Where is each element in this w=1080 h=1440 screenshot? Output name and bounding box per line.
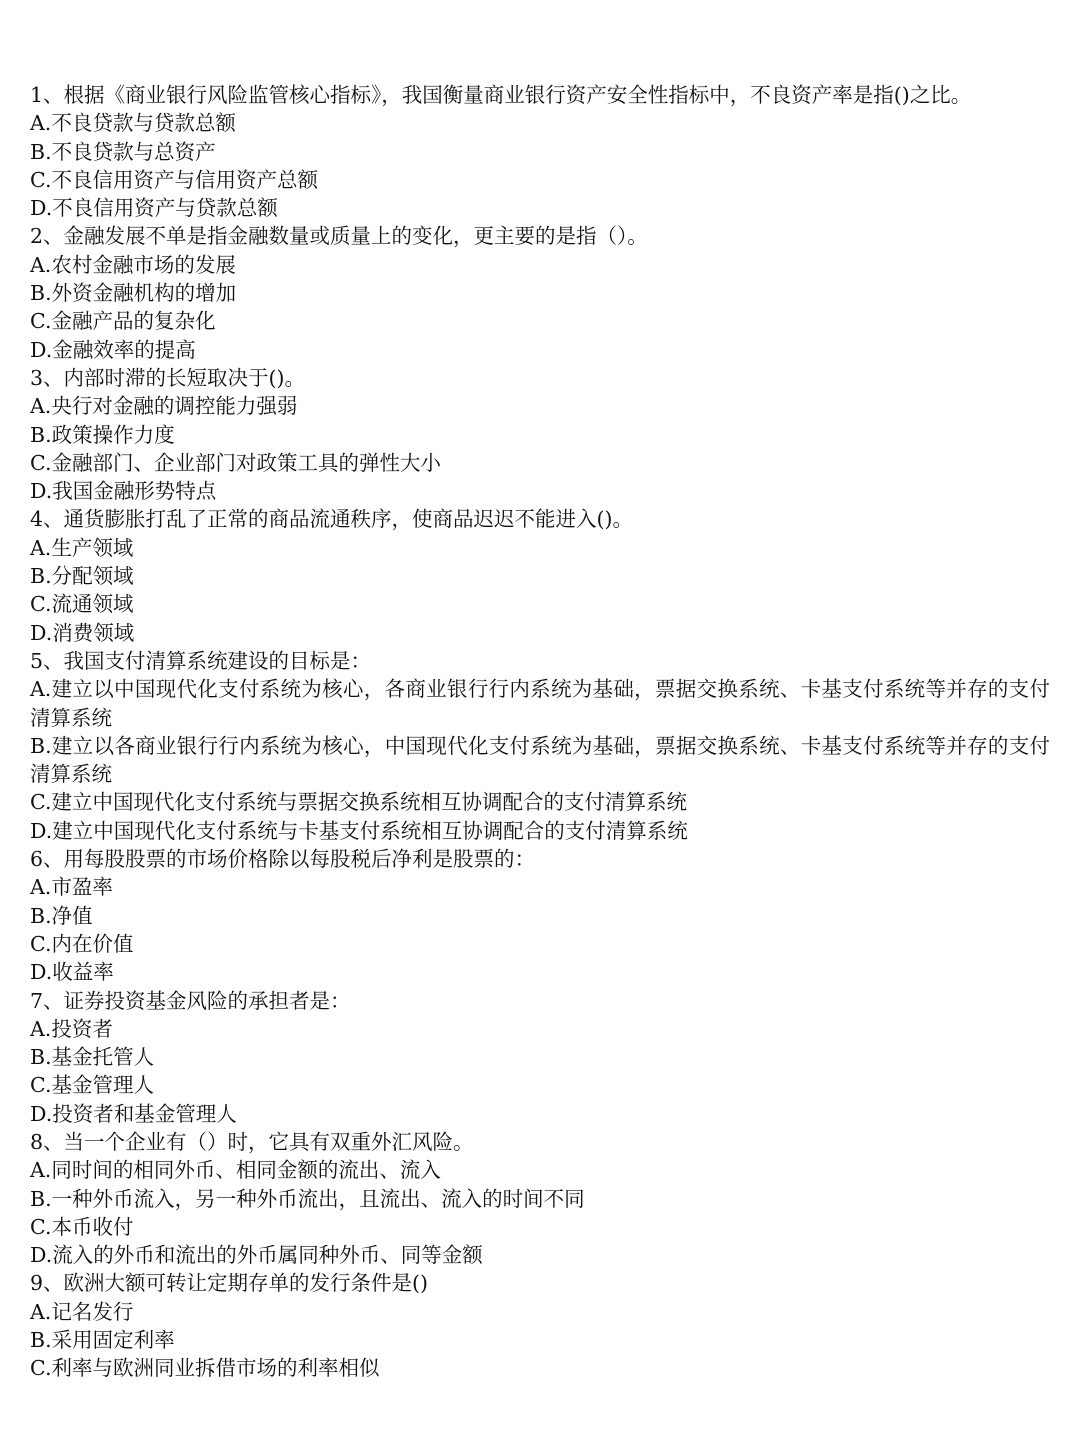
option-c: C.金融部门、企业部门对政策工具的弹性大小: [30, 450, 441, 475]
option-d: D.金融效率的提高: [30, 337, 196, 362]
question-7: [30, 987, 1050, 1128]
option-a: A.投资者: [30, 1016, 113, 1041]
question-stem: 5、我国支付清算系统建设的目标是：: [30, 648, 372, 673]
option-b: B.一种外币流入，另一种外币流出，且流出、流入的时间不同: [30, 1186, 585, 1211]
option-a: A.记名发行: [30, 1299, 134, 1324]
option-b: B.不良贷款与总资产: [30, 139, 216, 164]
option-c: C.流通领域: [30, 592, 134, 617]
exam-page: [30, 81, 1050, 1383]
option-a: A.生产领域: [30, 535, 134, 560]
option-b: B.净值: [30, 903, 93, 928]
question-stem: 4、通货膨胀打乱了正常的商品流通秩序，使商品迟迟不能进入()。: [30, 507, 634, 532]
option-a: A.建立以中国现代化支付系统为核心，各商业银行行内系统为基础，票据交换系统、卡基支付系统等并存的支付清算系统: [30, 677, 1050, 730]
option-c: C.建立中国现代化支付系统与票据交换系统相互协调配合的支付清算系统: [30, 790, 687, 815]
option-a: A.同时间的相同外币、相同金额的流出、流入: [30, 1158, 441, 1183]
question-stem: 6、用每股股票的市场价格除以每股税后净利是股票的：: [30, 847, 536, 872]
option-a: A.不良贷款与贷款总额: [30, 111, 236, 136]
option-c: C.金融产品的复杂化: [30, 309, 216, 334]
option-b: B.采用固定利率: [30, 1328, 175, 1353]
option-c: C.本币收付: [30, 1214, 134, 1239]
question-stem: 7、证券投资基金风险的承担者是：: [30, 988, 351, 1013]
option-c: C.内在价值: [30, 931, 134, 956]
option-b: B.建立以各商业银行行内系统为核心，中国现代化支付系统为基础，票据交换系统、卡基支付系统等并存的支付清算系统: [30, 733, 1050, 787]
question-8: [30, 1128, 1050, 1269]
option-a: A.央行对金融的调控能力强弱: [30, 394, 298, 419]
question-4: [30, 505, 1050, 646]
option-d: D.投资者和基金管理人: [30, 1101, 237, 1126]
option-c: C.基金管理人: [30, 1073, 154, 1098]
question-2: [30, 222, 1050, 363]
question-6: [30, 845, 1050, 986]
option-c: C.利率与欧洲同业拆借市场的利率相似: [30, 1356, 380, 1381]
question-9: [30, 1269, 1050, 1382]
option-d: D.流入的外币和流出的外币属同种外币、同等金额: [30, 1243, 483, 1268]
option-b: B.外资金融机构的增加: [30, 281, 237, 306]
option-a: A.农村金融市场的发展: [30, 252, 236, 277]
option-b: B.政策操作力度: [30, 422, 175, 447]
question-stem: 8、当一个企业有（）时，它具有双重外汇风险。: [30, 1129, 474, 1154]
option-d: D.收益率: [30, 960, 114, 985]
question-3: [30, 364, 1050, 505]
question-stem: 1、根据《商业银行风险监管核心指标》，我国衡量商业银行资产安全性指标中，不良资产率是指()之比。: [30, 83, 972, 107]
option-d: D.我国金融形势特点: [30, 479, 217, 504]
question-1: [30, 81, 1050, 222]
option-d: D.不良信用资产与贷款总额: [30, 196, 278, 221]
question-stem: 2、金融发展不单是指金融数量或质量上的变化，更主要的是指（）。: [30, 224, 648, 249]
option-b: B.分配领域: [30, 564, 134, 589]
question-stem: 3、内部时滞的长短取决于()。: [30, 365, 306, 390]
question-stem: 9、欧洲大额可转让定期存单的发行条件是(): [30, 1271, 429, 1296]
option-d: D.消费领域: [30, 620, 135, 645]
option-c: C.不良信用资产与信用资产总额: [30, 167, 318, 192]
option-b: B.基金托管人: [30, 1045, 155, 1070]
question-5: [30, 647, 1050, 845]
option-a: A.市盈率: [30, 875, 113, 900]
option-d: D.建立中国现代化支付系统与卡基支付系统相互协调配合的支付清算系统: [30, 818, 688, 843]
